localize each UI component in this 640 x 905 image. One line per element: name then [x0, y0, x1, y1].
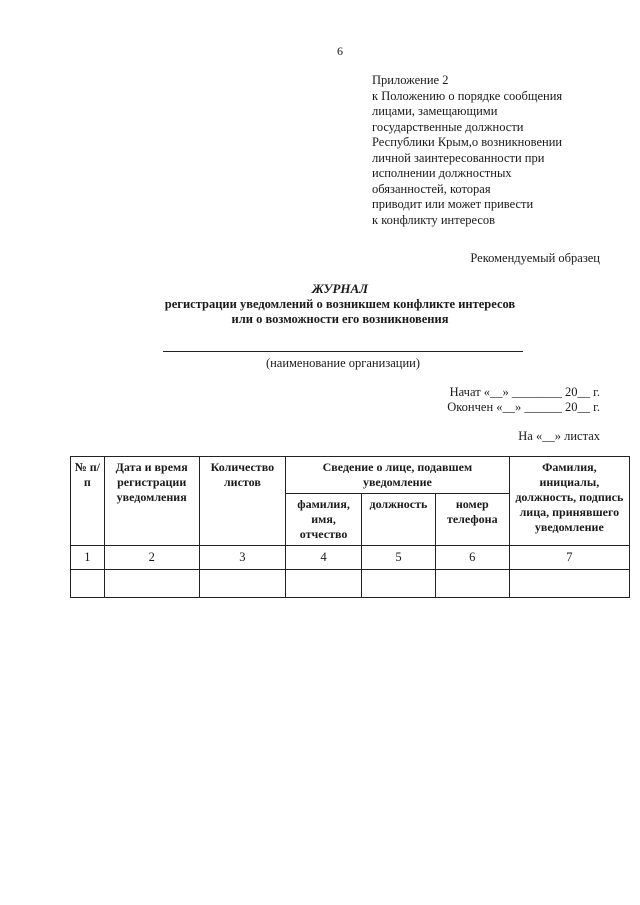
- column-number: 6: [435, 546, 509, 570]
- header-number: № п/п: [71, 457, 105, 546]
- appendix-line: приводит или может привести: [372, 197, 534, 211]
- column-number: 3: [199, 546, 285, 570]
- appendix-line: исполнении должностных: [372, 166, 512, 180]
- organization-name-line: [163, 351, 523, 352]
- table-header-row: [71, 457, 630, 494]
- appendix-line: государственные должности: [372, 119, 524, 134]
- started-date: Начат «__» ________ 20__ г.: [449, 385, 600, 399]
- table-cell: [199, 570, 285, 598]
- appendix-line: обязанностей, которая: [372, 181, 491, 196]
- journal-subtitle-line: регистрации уведомлений о возникшем конфликте интересов: [164, 297, 516, 311]
- sheets-count: На «__» листах: [518, 429, 600, 443]
- column-number: 7: [509, 546, 629, 570]
- column-number: 5: [362, 546, 436, 570]
- appendix-line: к Положению о порядке сообщения: [372, 88, 563, 103]
- organization-caption: (наименование организации): [265, 356, 421, 370]
- header-receiver-signature: Фамилия, инициалы, должность, подпись лица, принявшего уведомление: [509, 457, 629, 546]
- journal-dates: [447, 385, 600, 415]
- journal-table: [70, 456, 630, 598]
- table-cell: [71, 570, 105, 598]
- table-row: [71, 570, 630, 598]
- header-phone: номер телефона: [435, 494, 509, 546]
- appendix-line: личной заинтересованности при: [372, 150, 545, 165]
- recommended-sample-label: Рекомендуемый образец: [470, 251, 600, 265]
- appendix-line: лицами, замещающими: [372, 104, 498, 118]
- page-number: 6: [337, 44, 343, 58]
- table-cell: [509, 570, 629, 598]
- journal-subtitle-line: или о возможности его возникновения: [231, 312, 449, 326]
- table-cell: [362, 570, 436, 598]
- finished-date: Окончен «__» ______ 20__ г.: [447, 400, 600, 414]
- column-number: 4: [286, 546, 362, 570]
- header-person-info: Сведение о лице, подавшем уведомление: [286, 457, 510, 494]
- header-full-name: фамилия, имя, отчество: [286, 494, 362, 546]
- table-column-numbers-row: [71, 546, 630, 570]
- table-cell: [435, 570, 509, 598]
- column-number: 2: [104, 546, 199, 570]
- appendix-line: к конфликту интересов: [372, 212, 496, 227]
- appendix-line: Приложение 2: [372, 73, 449, 87]
- column-number: 1: [71, 546, 105, 570]
- table-cell: [286, 570, 362, 598]
- header-sheet-count: Количество листов: [199, 457, 285, 546]
- journal-subtitle: [0, 297, 640, 327]
- appendix-block: [372, 73, 562, 228]
- appendix-line: Республики Крым,о возникновении: [372, 135, 563, 149]
- table-cell: [104, 570, 199, 598]
- header-position: должность: [362, 494, 436, 546]
- journal-title: ЖУРНАЛ: [311, 281, 369, 296]
- header-registration-date: Дата и время регистрации уведомления: [104, 457, 199, 546]
